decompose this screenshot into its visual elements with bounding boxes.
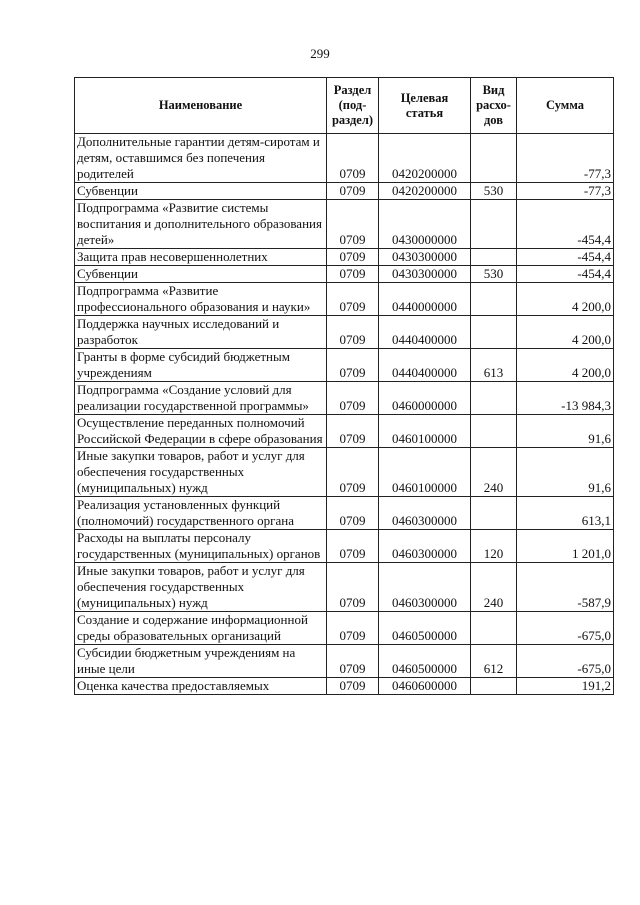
cell-sum: -77,3 bbox=[517, 183, 614, 200]
cell-name: Иные закупки товаров, работ и услуг для обеспечения государственных (муниципальных) нужд bbox=[75, 563, 327, 612]
cell-target: 0460500000 bbox=[379, 645, 471, 678]
cell-name: Гранты в форме субсидий бюджетным учреждениям bbox=[75, 349, 327, 382]
table-row bbox=[75, 645, 614, 678]
cell-name: Подпрограмма «Создание условий для реализации государственной программы» bbox=[75, 382, 327, 415]
cell-target: 0460300000 bbox=[379, 530, 471, 563]
cell-sum: -587,9 bbox=[517, 563, 614, 612]
cell-sum: -675,0 bbox=[517, 612, 614, 645]
cell-section: 0709 bbox=[327, 678, 379, 695]
cell-target: 0460300000 bbox=[379, 497, 471, 530]
cell-sum: 613,1 bbox=[517, 497, 614, 530]
table-row bbox=[75, 382, 614, 415]
cell-kind bbox=[471, 678, 517, 695]
cell-name: Субвенции bbox=[75, 266, 327, 283]
cell-sum: -13 984,3 bbox=[517, 382, 614, 415]
cell-sum: -454,4 bbox=[517, 249, 614, 266]
cell-section: 0709 bbox=[327, 645, 379, 678]
cell-target: 0430300000 bbox=[379, 249, 471, 266]
cell-target: 0460300000 bbox=[379, 563, 471, 612]
cell-section: 0709 bbox=[327, 448, 379, 497]
cell-kind bbox=[471, 200, 517, 249]
table-row bbox=[75, 612, 614, 645]
cell-target: 0440400000 bbox=[379, 349, 471, 382]
cell-kind: 240 bbox=[471, 448, 517, 497]
cell-kind: 530 bbox=[471, 183, 517, 200]
cell-section: 0709 bbox=[327, 316, 379, 349]
cell-target: 0440000000 bbox=[379, 283, 471, 316]
cell-kind: 612 bbox=[471, 645, 517, 678]
table-header-row bbox=[75, 78, 614, 134]
table-row bbox=[75, 283, 614, 316]
cell-section: 0709 bbox=[327, 266, 379, 283]
cell-target: 0440400000 bbox=[379, 316, 471, 349]
cell-section: 0709 bbox=[327, 530, 379, 563]
table-row bbox=[75, 563, 614, 612]
cell-sum: -77,3 bbox=[517, 134, 614, 183]
cell-section: 0709 bbox=[327, 200, 379, 249]
cell-name: Оценка качества предоставляемых bbox=[75, 678, 327, 695]
cell-target: 0420200000 bbox=[379, 134, 471, 183]
table-row bbox=[75, 200, 614, 249]
table-row bbox=[75, 678, 614, 695]
cell-sum: 191,2 bbox=[517, 678, 614, 695]
budget-table bbox=[74, 77, 614, 695]
table-row bbox=[75, 448, 614, 497]
table-row bbox=[75, 316, 614, 349]
table-row bbox=[75, 266, 614, 283]
cell-sum: 91,6 bbox=[517, 415, 614, 448]
table-row bbox=[75, 415, 614, 448]
cell-name: Дополнительные гарантии детям-сиротам и детям, оставшимся без попечения родителей bbox=[75, 134, 327, 183]
cell-sum: 4 200,0 bbox=[517, 283, 614, 316]
cell-target: 0460100000 bbox=[379, 415, 471, 448]
cell-section: 0709 bbox=[327, 415, 379, 448]
cell-kind bbox=[471, 415, 517, 448]
table-row bbox=[75, 530, 614, 563]
table-row bbox=[75, 183, 614, 200]
cell-kind: 240 bbox=[471, 563, 517, 612]
cell-section: 0709 bbox=[327, 134, 379, 183]
cell-section: 0709 bbox=[327, 612, 379, 645]
cell-name: Иные закупки товаров, работ и услуг для обеспечения государственных (муниципальных) нужд bbox=[75, 448, 327, 497]
cell-name: Подпрограмма «Развитие профессионального образования и науки» bbox=[75, 283, 327, 316]
cell-name: Расходы на выплаты персоналу государственных (муниципальных) органов bbox=[75, 530, 327, 563]
cell-target: 0420200000 bbox=[379, 183, 471, 200]
cell-kind bbox=[471, 497, 517, 530]
table-row bbox=[75, 249, 614, 266]
header-name: Наименование bbox=[75, 78, 327, 134]
cell-name: Подпрограмма «Развитие системы воспитания и дополнительного образования детей» bbox=[75, 200, 327, 249]
cell-section: 0709 bbox=[327, 382, 379, 415]
table-row bbox=[75, 349, 614, 382]
header-section: Раздел (под-раздел) bbox=[327, 78, 379, 134]
cell-kind bbox=[471, 316, 517, 349]
cell-sum: -454,4 bbox=[517, 266, 614, 283]
cell-kind bbox=[471, 612, 517, 645]
cell-sum: 91,6 bbox=[517, 448, 614, 497]
cell-target: 0460000000 bbox=[379, 382, 471, 415]
cell-kind: 530 bbox=[471, 266, 517, 283]
cell-section: 0709 bbox=[327, 249, 379, 266]
cell-target: 0430300000 bbox=[379, 266, 471, 283]
cell-name: Защита прав несовершеннолетних bbox=[75, 249, 327, 266]
cell-kind bbox=[471, 382, 517, 415]
table-row bbox=[75, 497, 614, 530]
cell-name: Субсидии бюджетным учреждениям на иные цели bbox=[75, 645, 327, 678]
cell-target: 0460100000 bbox=[379, 448, 471, 497]
page-number: 299 bbox=[310, 46, 330, 61]
cell-section: 0709 bbox=[327, 283, 379, 316]
cell-name: Поддержка научных исследований и разработок bbox=[75, 316, 327, 349]
cell-kind bbox=[471, 249, 517, 266]
cell-name: Осуществление переданных полномочий Российской Федерации в сфере образования bbox=[75, 415, 327, 448]
cell-sum: 1 201,0 bbox=[517, 530, 614, 563]
cell-sum: -454,4 bbox=[517, 200, 614, 249]
table-row bbox=[75, 134, 614, 183]
cell-target: 0430000000 bbox=[379, 200, 471, 249]
header-target: Целевая статья bbox=[379, 78, 471, 134]
cell-name: Субвенции bbox=[75, 183, 327, 200]
cell-name: Создание и содержание информационной среды образовательных организаций bbox=[75, 612, 327, 645]
cell-kind: 613 bbox=[471, 349, 517, 382]
header-kind: Вид расхо-дов bbox=[471, 78, 517, 134]
cell-kind: 120 bbox=[471, 530, 517, 563]
cell-sum: -675,0 bbox=[517, 645, 614, 678]
cell-sum: 4 200,0 bbox=[517, 316, 614, 349]
cell-kind bbox=[471, 283, 517, 316]
cell-target: 0460600000 bbox=[379, 678, 471, 695]
cell-kind bbox=[471, 134, 517, 183]
cell-section: 0709 bbox=[327, 563, 379, 612]
cell-target: 0460500000 bbox=[379, 612, 471, 645]
cell-sum: 4 200,0 bbox=[517, 349, 614, 382]
header-sum: Сумма bbox=[517, 78, 614, 134]
cell-section: 0709 bbox=[327, 349, 379, 382]
cell-section: 0709 bbox=[327, 183, 379, 200]
cell-name: Реализация установленных функций (полномочий) государственного органа bbox=[75, 497, 327, 530]
cell-section: 0709 bbox=[327, 497, 379, 530]
